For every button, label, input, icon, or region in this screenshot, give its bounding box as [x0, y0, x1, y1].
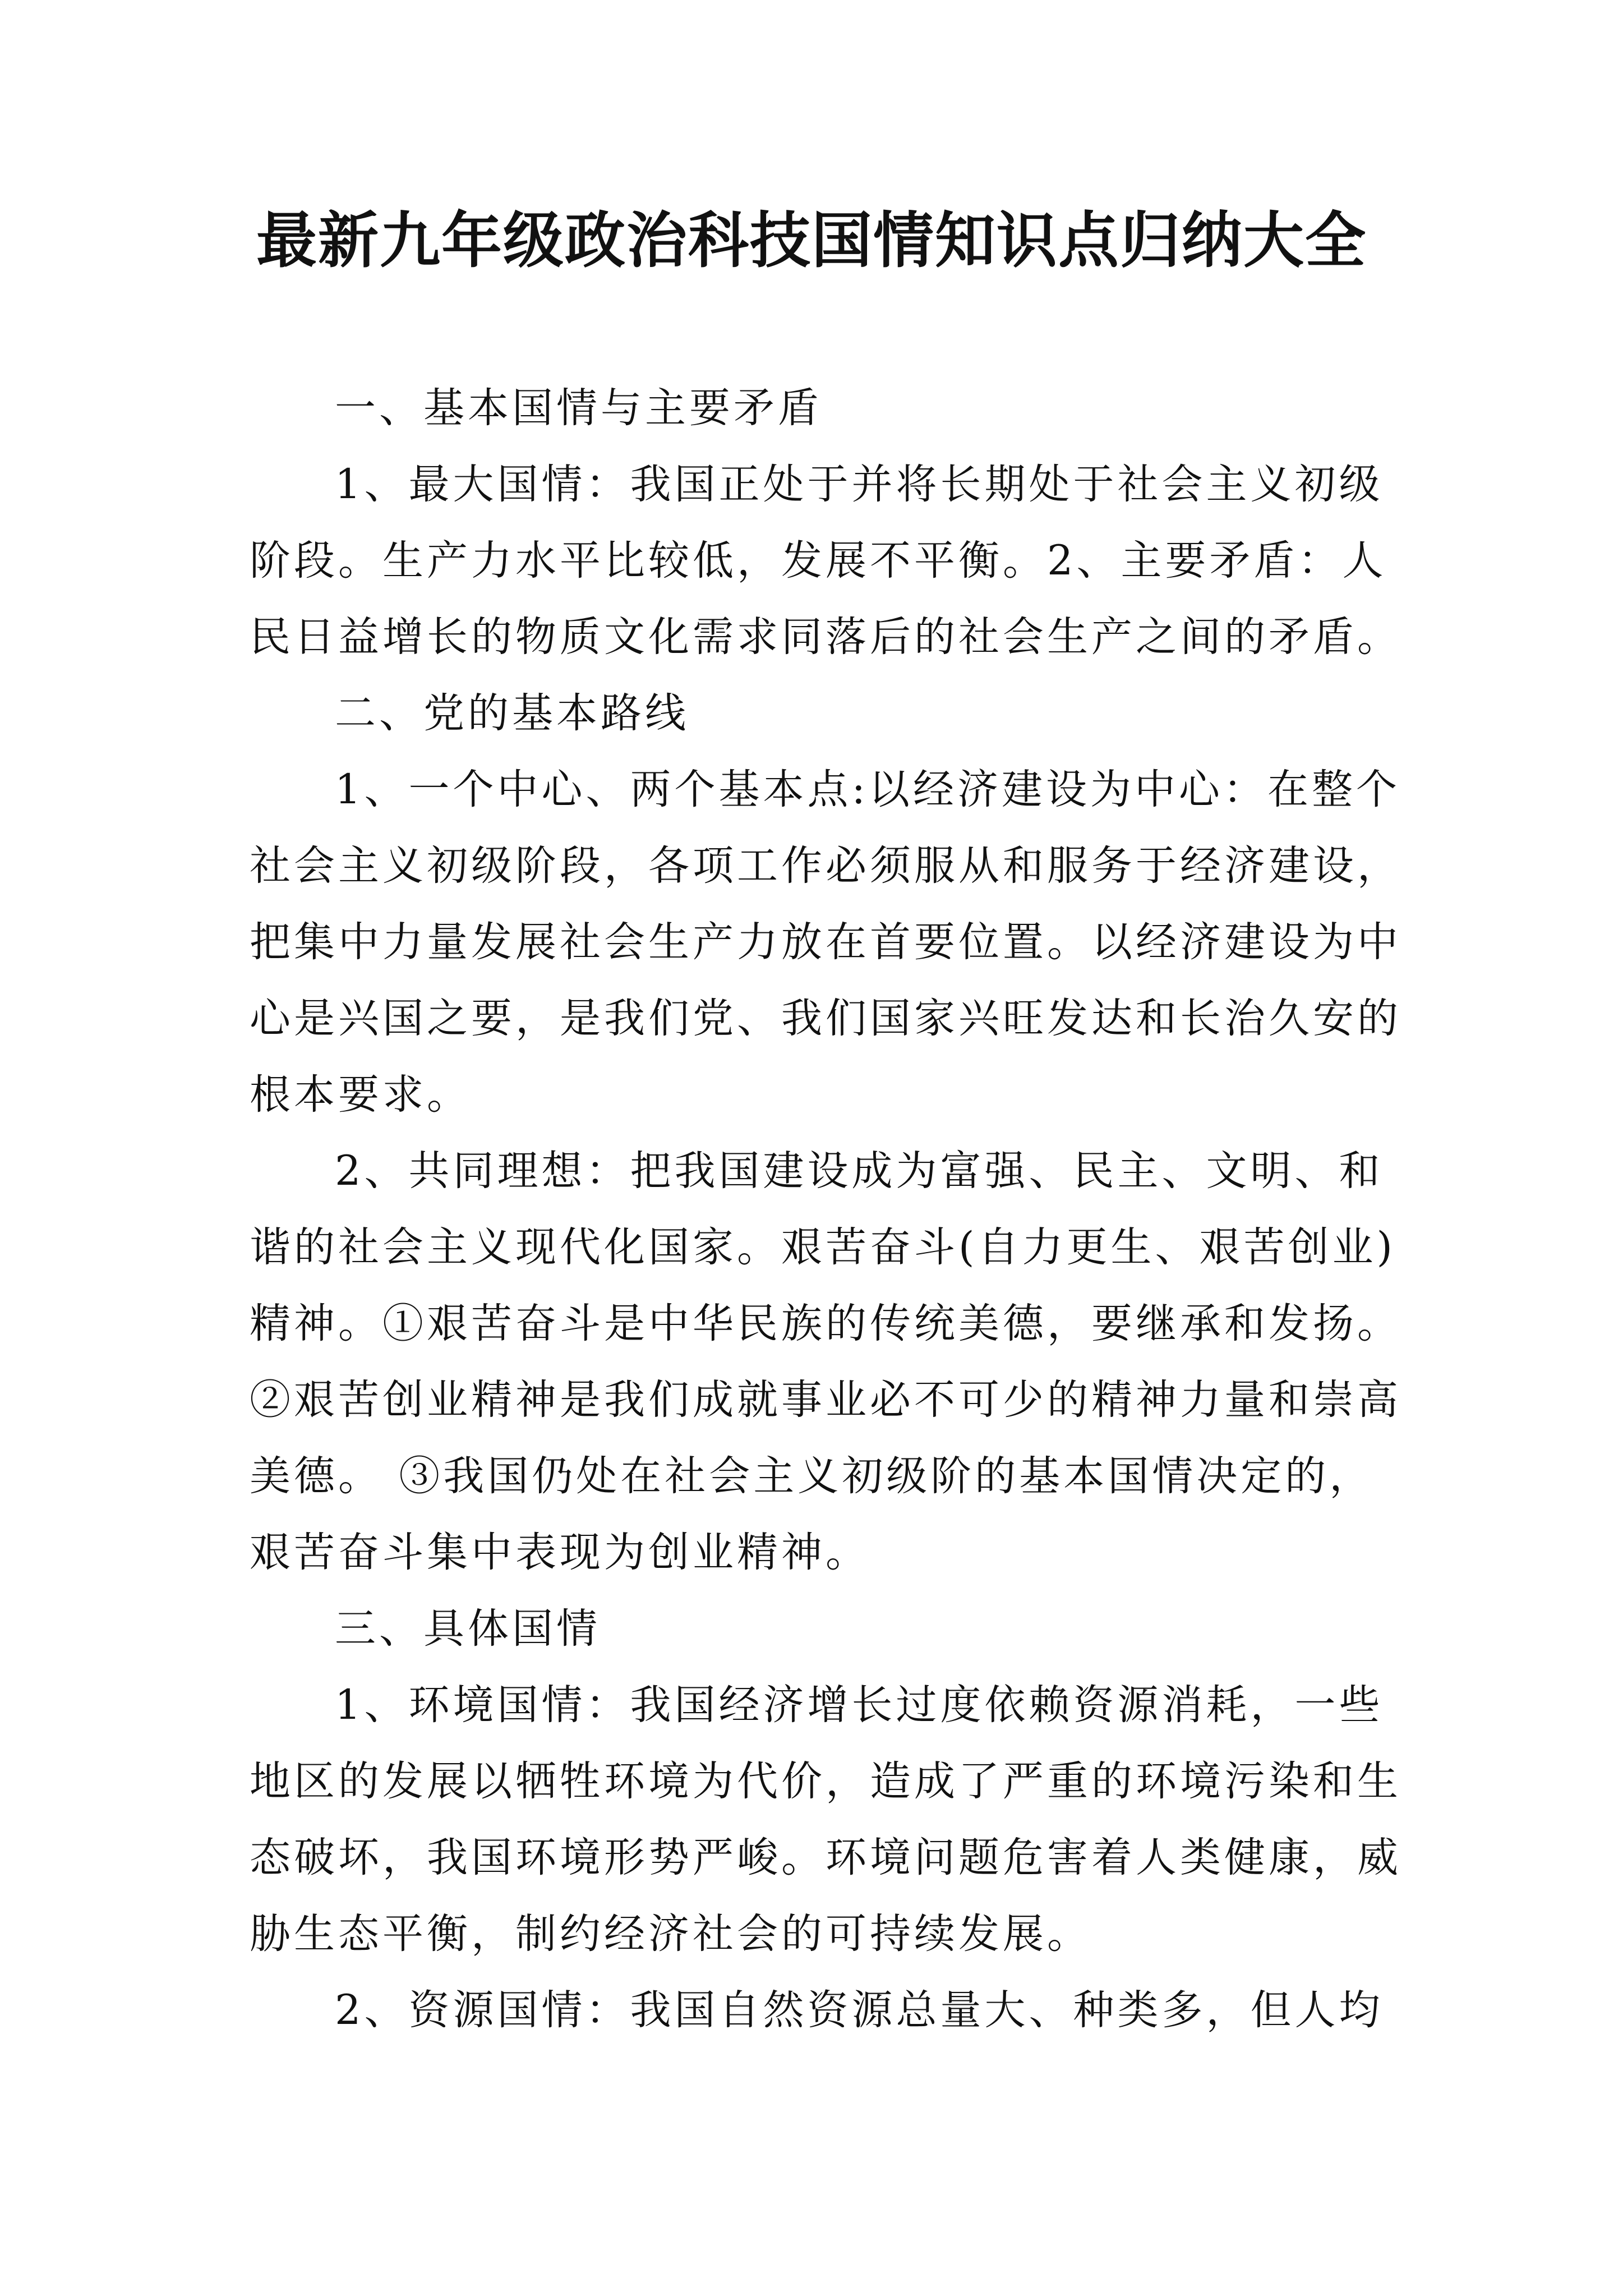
document-body	[250, 370, 1416, 2049]
paragraph: 1、最大国情：我国正处于并将长期处于社会主义初级阶段。生产力水平比较低，发展不平衡。2、主要矛盾：人民日益增长的物质文化需求同落后的社会生产之间的矛盾。	[250, 461, 1401, 661]
paragraph: 1、一个中心、两个基本点:以经济建设为中心：在整个社会主义初级阶段，各项工作必须服从和服务于经济建设，把集中力量发展社会生产力放在首要位置。以经济建设为中心是兴国之要，是我们党、我们国家兴旺发达和长治久安的根本要求。	[250, 766, 1401, 1119]
section-heading-basic-national-conditions: 一、基本国情与主要矛盾	[335, 384, 822, 432]
section-heading-specific-national-conditions: 三、具体国情	[335, 1605, 601, 1653]
paragraph: 1、环境国情：我国经济增长过度依赖资源消耗，一些地区的发展以牺牲环境为代价，造成了严重的环境污染和生态破坏，我国环境形势严峻。环境问题危害着人类健康，威胁生态平衡，制约经济社会的可持续发展。	[250, 1681, 1401, 1958]
section-heading-party-basic-line: 二、党的基本路线	[335, 689, 689, 737]
paragraph: 2、共同理想：把我国建设成为富强、民主、文明、和谐的社会主义现代化国家。艰苦奋斗(自力更生、艰苦创业)精神。①艰苦奋斗是中华民族的传统美德，要继承和发扬。②艰苦创业精神是我们成就事业必不可少的精神力量和崇高美德。 ③我国仍处在社会主义初级阶的基本国情决定的，艰苦奋斗集中表现为创业精神。	[250, 1147, 1401, 1576]
paragraph: 2、资源国情：我国自然资源总量大、种类多，但人均	[335, 1986, 1384, 2034]
document-title: 最新九年级政治科技国情知识点归纳大全	[256, 206, 1367, 276]
